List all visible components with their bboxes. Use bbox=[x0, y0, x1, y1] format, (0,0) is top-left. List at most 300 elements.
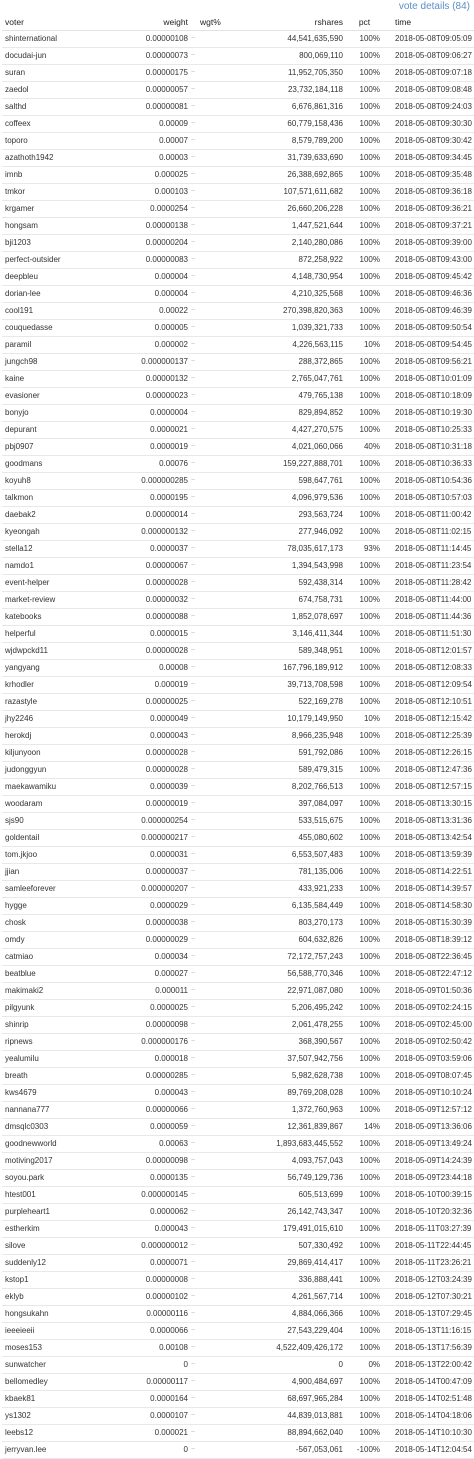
table-row bbox=[2, 456, 474, 473]
pct-cell: 100% bbox=[346, 575, 383, 592]
weight-cell: 0.00108 bbox=[131, 1340, 191, 1357]
pct-cell: 93% bbox=[346, 541, 383, 558]
time-cell: 2018-05-08T14:39:57 bbox=[383, 881, 474, 898]
rshares-cell: 60,779,158,436 bbox=[241, 116, 346, 133]
voter-cell[interactable]: kaine bbox=[2, 371, 131, 388]
wgt-pct-cell bbox=[197, 1170, 241, 1187]
weight-cell: 0.000000145 bbox=[131, 1187, 191, 1204]
voter-cell[interactable]: makimaki2 bbox=[2, 983, 131, 1000]
tilde-icon: ~ bbox=[191, 813, 197, 830]
voter-cell[interactable]: jhy2246 bbox=[2, 711, 131, 728]
pct-cell: 100% bbox=[346, 1272, 383, 1289]
voter-cell[interactable]: kyeongah bbox=[2, 524, 131, 541]
wgt-pct-cell bbox=[197, 694, 241, 711]
voter-cell[interactable]: goodnewworld bbox=[2, 1136, 131, 1153]
weight-cell: 0.0000195 bbox=[131, 490, 191, 507]
tilde-icon: ~ bbox=[191, 201, 197, 218]
weight-cell: 0.000019 bbox=[131, 677, 191, 694]
wgt-pct-cell bbox=[197, 609, 241, 626]
wgt-pct-cell bbox=[197, 1306, 241, 1323]
voter-cell[interactable]: catmiao bbox=[2, 949, 131, 966]
pct-cell: 100% bbox=[346, 745, 383, 762]
table-row bbox=[2, 541, 474, 558]
wgt-pct-cell bbox=[197, 1255, 241, 1272]
table-row bbox=[2, 1306, 474, 1323]
voter-cell[interactable]: moses153 bbox=[2, 1340, 131, 1357]
voter-cell[interactable]: sunwatcher bbox=[2, 1357, 131, 1374]
tilde-icon: ~ bbox=[191, 1068, 197, 1085]
wgt-pct-cell bbox=[197, 48, 241, 65]
tilde-icon: ~ bbox=[191, 1425, 197, 1442]
voter-cell[interactable]: shinrip bbox=[2, 1017, 131, 1034]
weight-cell: 0.000000217 bbox=[131, 830, 191, 847]
table-row bbox=[2, 1221, 474, 1238]
voter-cell[interactable]: goldentail bbox=[2, 830, 131, 847]
time-cell: 2018-05-08T09:06:27 bbox=[383, 48, 474, 65]
tilde-icon: ~ bbox=[191, 116, 197, 133]
tilde-icon: ~ bbox=[191, 439, 197, 456]
table-row bbox=[2, 1136, 474, 1153]
table-row bbox=[2, 813, 474, 830]
table-row bbox=[2, 1323, 474, 1340]
voter-cell[interactable]: dorian-lee bbox=[2, 286, 131, 303]
pct-cell: 100% bbox=[346, 864, 383, 881]
weight-cell: 0.00000028 bbox=[131, 745, 191, 762]
wgt-pct-cell bbox=[197, 677, 241, 694]
tilde-icon: ~ bbox=[191, 1170, 197, 1187]
voter-cell[interactable]: yangyang bbox=[2, 660, 131, 677]
voter-cell[interactable]: chosk bbox=[2, 915, 131, 932]
voter-cell[interactable]: hongsam bbox=[2, 218, 131, 235]
voter-cell[interactable]: coffeex bbox=[2, 116, 131, 133]
weight-cell: 0.0000039 bbox=[131, 779, 191, 796]
weight-cell: 0.00000067 bbox=[131, 558, 191, 575]
voter-cell[interactable]: couquedasse bbox=[2, 320, 131, 337]
voter-cell[interactable]: stella12 bbox=[2, 541, 131, 558]
voter-cell[interactable]: omdy bbox=[2, 932, 131, 949]
time-cell: 2018-05-14T02:51:48 bbox=[383, 1391, 474, 1408]
wgt-pct-cell bbox=[197, 235, 241, 252]
voter-cell[interactable]: hongsukahn bbox=[2, 1306, 131, 1323]
vote-details-link[interactable]: vote details (84) bbox=[398, 1, 470, 12]
rshares-cell: 6,676,861,316 bbox=[241, 99, 346, 116]
voter-cell[interactable]: cool191 bbox=[2, 303, 131, 320]
voter-cell[interactable]: pilgyunk bbox=[2, 1000, 131, 1017]
weight-cell: 0.00000117 bbox=[131, 1374, 191, 1391]
table-row bbox=[2, 745, 474, 762]
rshares-cell: 44,839,013,881 bbox=[241, 1408, 346, 1425]
table-row bbox=[2, 1017, 474, 1034]
pct-cell: 100% bbox=[346, 558, 383, 575]
voter-cell[interactable]: goodmans bbox=[2, 456, 131, 473]
time-cell: 2018-05-08T12:09:54 bbox=[383, 677, 474, 694]
wgt-pct-cell bbox=[197, 201, 241, 218]
voter-cell[interactable]: eklyb bbox=[2, 1289, 131, 1306]
voter-cell[interactable]: bellomedley bbox=[2, 1374, 131, 1391]
voter-cell[interactable]: toporo bbox=[2, 133, 131, 150]
weight-cell: 0.00000081 bbox=[131, 99, 191, 116]
voter-cell[interactable]: maekawamiku bbox=[2, 779, 131, 796]
table-row bbox=[2, 932, 474, 949]
table-row bbox=[2, 558, 474, 575]
time-cell: 2018-05-08T09:50:54 bbox=[383, 320, 474, 337]
tilde-icon: ~ bbox=[191, 1187, 197, 1204]
wgt-pct-cell bbox=[197, 1323, 241, 1340]
table-row bbox=[2, 847, 474, 864]
rshares-cell: 6,553,507,483 bbox=[241, 847, 346, 864]
table-row bbox=[2, 1357, 474, 1374]
time-cell: 2018-05-08T12:15:42 bbox=[383, 711, 474, 728]
voter-cell[interactable]: namdo1 bbox=[2, 558, 131, 575]
rshares-cell: 397,084,097 bbox=[241, 796, 346, 813]
voter-cell[interactable]: beatblue bbox=[2, 966, 131, 983]
voter-cell[interactable]: paramil bbox=[2, 337, 131, 354]
weight-cell: 0.00000132 bbox=[131, 371, 191, 388]
voter-cell[interactable]: jjian bbox=[2, 864, 131, 881]
pct-cell: 100% bbox=[346, 31, 383, 48]
time-cell: 2018-05-13T17:56:39 bbox=[383, 1340, 474, 1357]
pct-cell: 100% bbox=[346, 626, 383, 643]
table-row bbox=[2, 1153, 474, 1170]
weight-cell: 0.0000019 bbox=[131, 439, 191, 456]
voter-cell[interactable]: motiving2017 bbox=[2, 1153, 131, 1170]
rshares-cell: 26,660,206,228 bbox=[241, 201, 346, 218]
rshares-cell: 829,894,852 bbox=[241, 405, 346, 422]
rshares-cell: 37,507,942,756 bbox=[241, 1051, 346, 1068]
table-row bbox=[2, 762, 474, 779]
table-row bbox=[2, 1289, 474, 1306]
time-cell: 2018-05-08T22:47:12 bbox=[383, 966, 474, 983]
wgt-pct-cell bbox=[197, 303, 241, 320]
time-cell: 2018-05-08T09:36:21 bbox=[383, 201, 474, 218]
col-header-wgt-pct[interactable]: wgt% bbox=[197, 14, 241, 31]
voter-cell[interactable]: samleeforever bbox=[2, 881, 131, 898]
col-header-voter[interactable]: voter bbox=[2, 14, 131, 31]
table-row bbox=[2, 507, 474, 524]
pct-cell: 100% bbox=[346, 1425, 383, 1442]
tilde-icon: ~ bbox=[191, 269, 197, 286]
weight-cell: 0.000000137 bbox=[131, 354, 191, 371]
weight-cell: 0.00009 bbox=[131, 116, 191, 133]
rshares-cell: 56,749,129,736 bbox=[241, 1170, 346, 1187]
tilde-icon: ~ bbox=[191, 677, 197, 694]
col-header-pct[interactable]: pct bbox=[346, 14, 383, 31]
rshares-cell: 8,202,766,513 bbox=[241, 779, 346, 796]
weight-cell: 0.0000025 bbox=[131, 1000, 191, 1017]
voter-cell[interactable]: koyuh8 bbox=[2, 473, 131, 490]
time-cell: 2018-05-08T10:36:33 bbox=[383, 456, 474, 473]
time-cell: 2018-05-11T22:44:45 bbox=[383, 1238, 474, 1255]
rshares-cell: 4,096,979,536 bbox=[241, 490, 346, 507]
wgt-pct-cell bbox=[197, 864, 241, 881]
weight-cell: 0.000018 bbox=[131, 1051, 191, 1068]
rshares-cell: 800,069,110 bbox=[241, 48, 346, 65]
time-cell: 2018-05-08T11:28:42 bbox=[383, 575, 474, 592]
table-row bbox=[2, 320, 474, 337]
pct-cell: 14% bbox=[346, 1119, 383, 1136]
weight-cell: 0.00076 bbox=[131, 456, 191, 473]
voter-cell[interactable]: azathoth1942 bbox=[2, 150, 131, 167]
time-cell: 2018-05-08T12:57:15 bbox=[383, 779, 474, 796]
col-header-time[interactable]: time bbox=[383, 14, 474, 31]
voter-cell[interactable]: razastyle bbox=[2, 694, 131, 711]
wgt-pct-cell bbox=[197, 337, 241, 354]
pct-cell: 100% bbox=[346, 1221, 383, 1238]
time-cell: 2018-05-09T12:57:12 bbox=[383, 1102, 474, 1119]
voter-cell[interactable]: shinternational bbox=[2, 31, 131, 48]
tilde-icon: ~ bbox=[191, 949, 197, 966]
table-row bbox=[2, 1238, 474, 1255]
time-cell: 2018-05-08T09:45:42 bbox=[383, 269, 474, 286]
wgt-pct-cell bbox=[197, 167, 241, 184]
voter-cell[interactable]: helperful bbox=[2, 626, 131, 643]
voter-cell[interactable]: silove bbox=[2, 1238, 131, 1255]
voter-cell[interactable]: hygge bbox=[2, 898, 131, 915]
pct-cell: 100% bbox=[346, 983, 383, 1000]
wgt-pct-cell bbox=[197, 1136, 241, 1153]
voter-cell[interactable]: market-review bbox=[2, 592, 131, 609]
vote-rows bbox=[2, 31, 474, 1459]
wgt-pct-cell bbox=[197, 1187, 241, 1204]
pct-cell: 100% bbox=[346, 881, 383, 898]
rshares-cell: 56,588,770,346 bbox=[241, 966, 346, 983]
weight-cell: 0.00000038 bbox=[131, 915, 191, 932]
weight-cell: 0.00000032 bbox=[131, 592, 191, 609]
time-cell: 2018-05-08T09:08:48 bbox=[383, 82, 474, 99]
tilde-icon: ~ bbox=[191, 1119, 197, 1136]
time-cell: 2018-05-13T11:16:15 bbox=[383, 1323, 474, 1340]
voter-cell[interactable]: krgamer bbox=[2, 201, 131, 218]
pct-cell: 100% bbox=[346, 762, 383, 779]
wgt-pct-cell bbox=[197, 456, 241, 473]
pct-cell: 100% bbox=[346, 133, 383, 150]
voter-cell[interactable]: tom.jkjoo bbox=[2, 847, 131, 864]
tilde-icon: ~ bbox=[191, 1442, 197, 1459]
voter-cell[interactable]: deepbleu bbox=[2, 269, 131, 286]
wgt-pct-cell bbox=[197, 558, 241, 575]
weight-cell: 0.000027 bbox=[131, 966, 191, 983]
voter-cell[interactable]: woodaram bbox=[2, 796, 131, 813]
weight-cell: 0.00000028 bbox=[131, 575, 191, 592]
weight-cell: 0.0000015 bbox=[131, 626, 191, 643]
rshares-cell: 68,697,965,284 bbox=[241, 1391, 346, 1408]
table-row bbox=[2, 65, 474, 82]
rshares-cell: 4,427,270,575 bbox=[241, 422, 346, 439]
voter-cell[interactable]: event-helper bbox=[2, 575, 131, 592]
pct-cell: 100% bbox=[346, 813, 383, 830]
tilde-icon: ~ bbox=[191, 235, 197, 252]
tilde-icon: ~ bbox=[191, 660, 197, 677]
tilde-icon: ~ bbox=[191, 1323, 197, 1340]
tilde-icon: ~ bbox=[191, 643, 197, 660]
time-cell: 2018-05-08T09:35:48 bbox=[383, 167, 474, 184]
voter-cell[interactable]: soyou.park bbox=[2, 1170, 131, 1187]
weight-cell: 0.00008 bbox=[131, 660, 191, 677]
voter-cell[interactable]: kiljunyoon bbox=[2, 745, 131, 762]
table-row bbox=[2, 779, 474, 796]
voter-cell[interactable]: salthd bbox=[2, 99, 131, 116]
tilde-icon: ~ bbox=[191, 898, 197, 915]
table-row bbox=[2, 48, 474, 65]
tilde-icon: ~ bbox=[191, 1272, 197, 1289]
voter-cell[interactable]: ieeeieeii bbox=[2, 1323, 131, 1340]
weight-cell: 0.00000057 bbox=[131, 82, 191, 99]
voter-cell[interactable]: talkmon bbox=[2, 490, 131, 507]
voter-cell[interactable]: sjs90 bbox=[2, 813, 131, 830]
voter-cell[interactable]: jerryvan.lee bbox=[2, 1442, 131, 1459]
table-row bbox=[2, 82, 474, 99]
voter-cell[interactable]: bonyjo bbox=[2, 405, 131, 422]
time-cell: 2018-05-08T09:30:42 bbox=[383, 133, 474, 150]
wgt-pct-cell bbox=[197, 1000, 241, 1017]
pct-cell: 100% bbox=[346, 932, 383, 949]
time-cell: 2018-05-08T09:39:00 bbox=[383, 235, 474, 252]
tilde-icon: ~ bbox=[191, 490, 197, 507]
tilde-icon: ~ bbox=[191, 796, 197, 813]
wgt-pct-cell bbox=[197, 1272, 241, 1289]
voter-cell[interactable]: yealumilu bbox=[2, 1051, 131, 1068]
weight-cell: 0.0000107 bbox=[131, 1408, 191, 1425]
wgt-pct-cell bbox=[197, 320, 241, 337]
table-row bbox=[2, 133, 474, 150]
wgt-pct-cell bbox=[197, 286, 241, 303]
voter-cell[interactable]: krhodler bbox=[2, 677, 131, 694]
time-cell: 2018-05-08T10:19:30 bbox=[383, 405, 474, 422]
voter-cell[interactable]: docudai-jun bbox=[2, 48, 131, 65]
weight-cell: 0.0000031 bbox=[131, 847, 191, 864]
time-cell: 2018-05-08T13:30:15 bbox=[383, 796, 474, 813]
tilde-icon: ~ bbox=[191, 966, 197, 983]
voter-cell[interactable]: suran bbox=[2, 65, 131, 82]
tilde-icon: ~ bbox=[191, 881, 197, 898]
voter-cell[interactable]: evasioner bbox=[2, 388, 131, 405]
voter-cell[interactable]: leebs12 bbox=[2, 1425, 131, 1442]
rshares-cell: 293,563,724 bbox=[241, 507, 346, 524]
rshares-cell: 5,982,628,738 bbox=[241, 1068, 346, 1085]
voter-cell[interactable]: herokdj bbox=[2, 728, 131, 745]
wgt-pct-cell bbox=[197, 1102, 241, 1119]
table-row bbox=[2, 660, 474, 677]
voter-cell[interactable]: zaedol bbox=[2, 82, 131, 99]
weight-cell: 0.00000066 bbox=[131, 1102, 191, 1119]
pct-cell: 100% bbox=[346, 1408, 383, 1425]
table-row bbox=[2, 592, 474, 609]
voter-cell[interactable]: purpleheart1 bbox=[2, 1204, 131, 1221]
voter-cell[interactable]: breath bbox=[2, 1068, 131, 1085]
voter-cell[interactable]: bji1203 bbox=[2, 235, 131, 252]
voter-cell[interactable]: ys1302 bbox=[2, 1408, 131, 1425]
voter-cell[interactable]: judonggyun bbox=[2, 762, 131, 779]
pct-cell: 100% bbox=[346, 1017, 383, 1034]
wgt-pct-cell bbox=[197, 1357, 241, 1374]
voter-cell[interactable]: kstop1 bbox=[2, 1272, 131, 1289]
time-cell: 2018-05-08T09:30:30 bbox=[383, 116, 474, 133]
voter-cell[interactable]: pbj0907 bbox=[2, 439, 131, 456]
voter-cell[interactable]: imnb bbox=[2, 167, 131, 184]
voter-cell[interactable]: katebooks bbox=[2, 609, 131, 626]
voter-cell[interactable]: estherkim bbox=[2, 1221, 131, 1238]
voter-cell[interactable]: daebak2 bbox=[2, 507, 131, 524]
col-header-weight[interactable]: weight bbox=[131, 14, 191, 31]
table-row bbox=[2, 1204, 474, 1221]
table-row bbox=[2, 405, 474, 422]
voter-cell[interactable]: ripnews bbox=[2, 1034, 131, 1051]
rshares-cell: 29,869,414,417 bbox=[241, 1255, 346, 1272]
rshares-cell: 872,258,922 bbox=[241, 252, 346, 269]
pct-cell: 100% bbox=[346, 1306, 383, 1323]
tilde-icon: ~ bbox=[191, 286, 197, 303]
wgt-pct-cell bbox=[197, 660, 241, 677]
pct-cell: 100% bbox=[346, 252, 383, 269]
weight-cell: 0.00000029 bbox=[131, 932, 191, 949]
pct-cell: 100% bbox=[346, 167, 383, 184]
weight-cell: 0.00000019 bbox=[131, 796, 191, 813]
voter-cell[interactable]: nannana777 bbox=[2, 1102, 131, 1119]
time-cell: 2018-05-09T13:49:24 bbox=[383, 1136, 474, 1153]
tilde-icon: ~ bbox=[191, 1204, 197, 1221]
time-cell: 2018-05-13T07:29:45 bbox=[383, 1306, 474, 1323]
pct-cell: 100% bbox=[346, 235, 383, 252]
time-cell: 2018-05-08T09:56:21 bbox=[383, 354, 474, 371]
table-row bbox=[2, 354, 474, 371]
weight-cell: 0.000000207 bbox=[131, 881, 191, 898]
pct-cell: 100% bbox=[346, 1238, 383, 1255]
voter-cell[interactable]: perfect-outsider bbox=[2, 252, 131, 269]
table-row bbox=[2, 167, 474, 184]
col-header-rshares[interactable]: rshares bbox=[241, 14, 346, 31]
pct-cell: 100% bbox=[346, 1340, 383, 1357]
voter-cell[interactable]: tmkor bbox=[2, 184, 131, 201]
wgt-pct-cell bbox=[197, 1391, 241, 1408]
table-row bbox=[2, 677, 474, 694]
rshares-cell: 1,893,683,445,552 bbox=[241, 1136, 346, 1153]
time-cell: 2018-05-08T14:58:30 bbox=[383, 898, 474, 915]
table-row bbox=[2, 1102, 474, 1119]
pct-cell: 100% bbox=[346, 99, 383, 116]
voter-cell[interactable]: jungch98 bbox=[2, 354, 131, 371]
time-cell: 2018-05-08T09:24:03 bbox=[383, 99, 474, 116]
wgt-pct-cell bbox=[197, 1408, 241, 1425]
rshares-cell: 44,541,635,590 bbox=[241, 31, 346, 48]
time-cell: 2018-05-08T10:57:03 bbox=[383, 490, 474, 507]
voter-cell[interactable]: htest001 bbox=[2, 1187, 131, 1204]
rshares-cell: 2,140,280,086 bbox=[241, 235, 346, 252]
tilde-icon: ~ bbox=[191, 711, 197, 728]
rshares-cell: 4,210,325,568 bbox=[241, 286, 346, 303]
time-cell: 2018-05-10T00:39:15 bbox=[383, 1187, 474, 1204]
voter-cell[interactable]: kws4679 bbox=[2, 1085, 131, 1102]
pct-cell: 100% bbox=[346, 473, 383, 490]
table-header-row bbox=[2, 14, 474, 31]
tilde-icon: ~ bbox=[191, 524, 197, 541]
wgt-pct-cell bbox=[197, 422, 241, 439]
voter-cell[interactable]: kbaek81 bbox=[2, 1391, 131, 1408]
voter-cell[interactable]: dmsqlc0303 bbox=[2, 1119, 131, 1136]
weight-cell: 0.00000037 bbox=[131, 864, 191, 881]
weight-cell: 0.0000004 bbox=[131, 405, 191, 422]
table-row bbox=[2, 1051, 474, 1068]
rshares-cell: 507,330,492 bbox=[241, 1238, 346, 1255]
voter-cell[interactable]: depurant bbox=[2, 422, 131, 439]
voter-cell[interactable]: suddenly12 bbox=[2, 1255, 131, 1272]
wgt-pct-cell bbox=[197, 796, 241, 813]
time-cell: 2018-05-08T09:46:36 bbox=[383, 286, 474, 303]
voter-cell[interactable]: wjdwpckd11 bbox=[2, 643, 131, 660]
time-cell: 2018-05-08T11:14:45 bbox=[383, 541, 474, 558]
time-cell: 2018-05-11T23:26:21 bbox=[383, 1255, 474, 1272]
table-row bbox=[2, 1442, 474, 1459]
weight-cell: 0.000034 bbox=[131, 949, 191, 966]
